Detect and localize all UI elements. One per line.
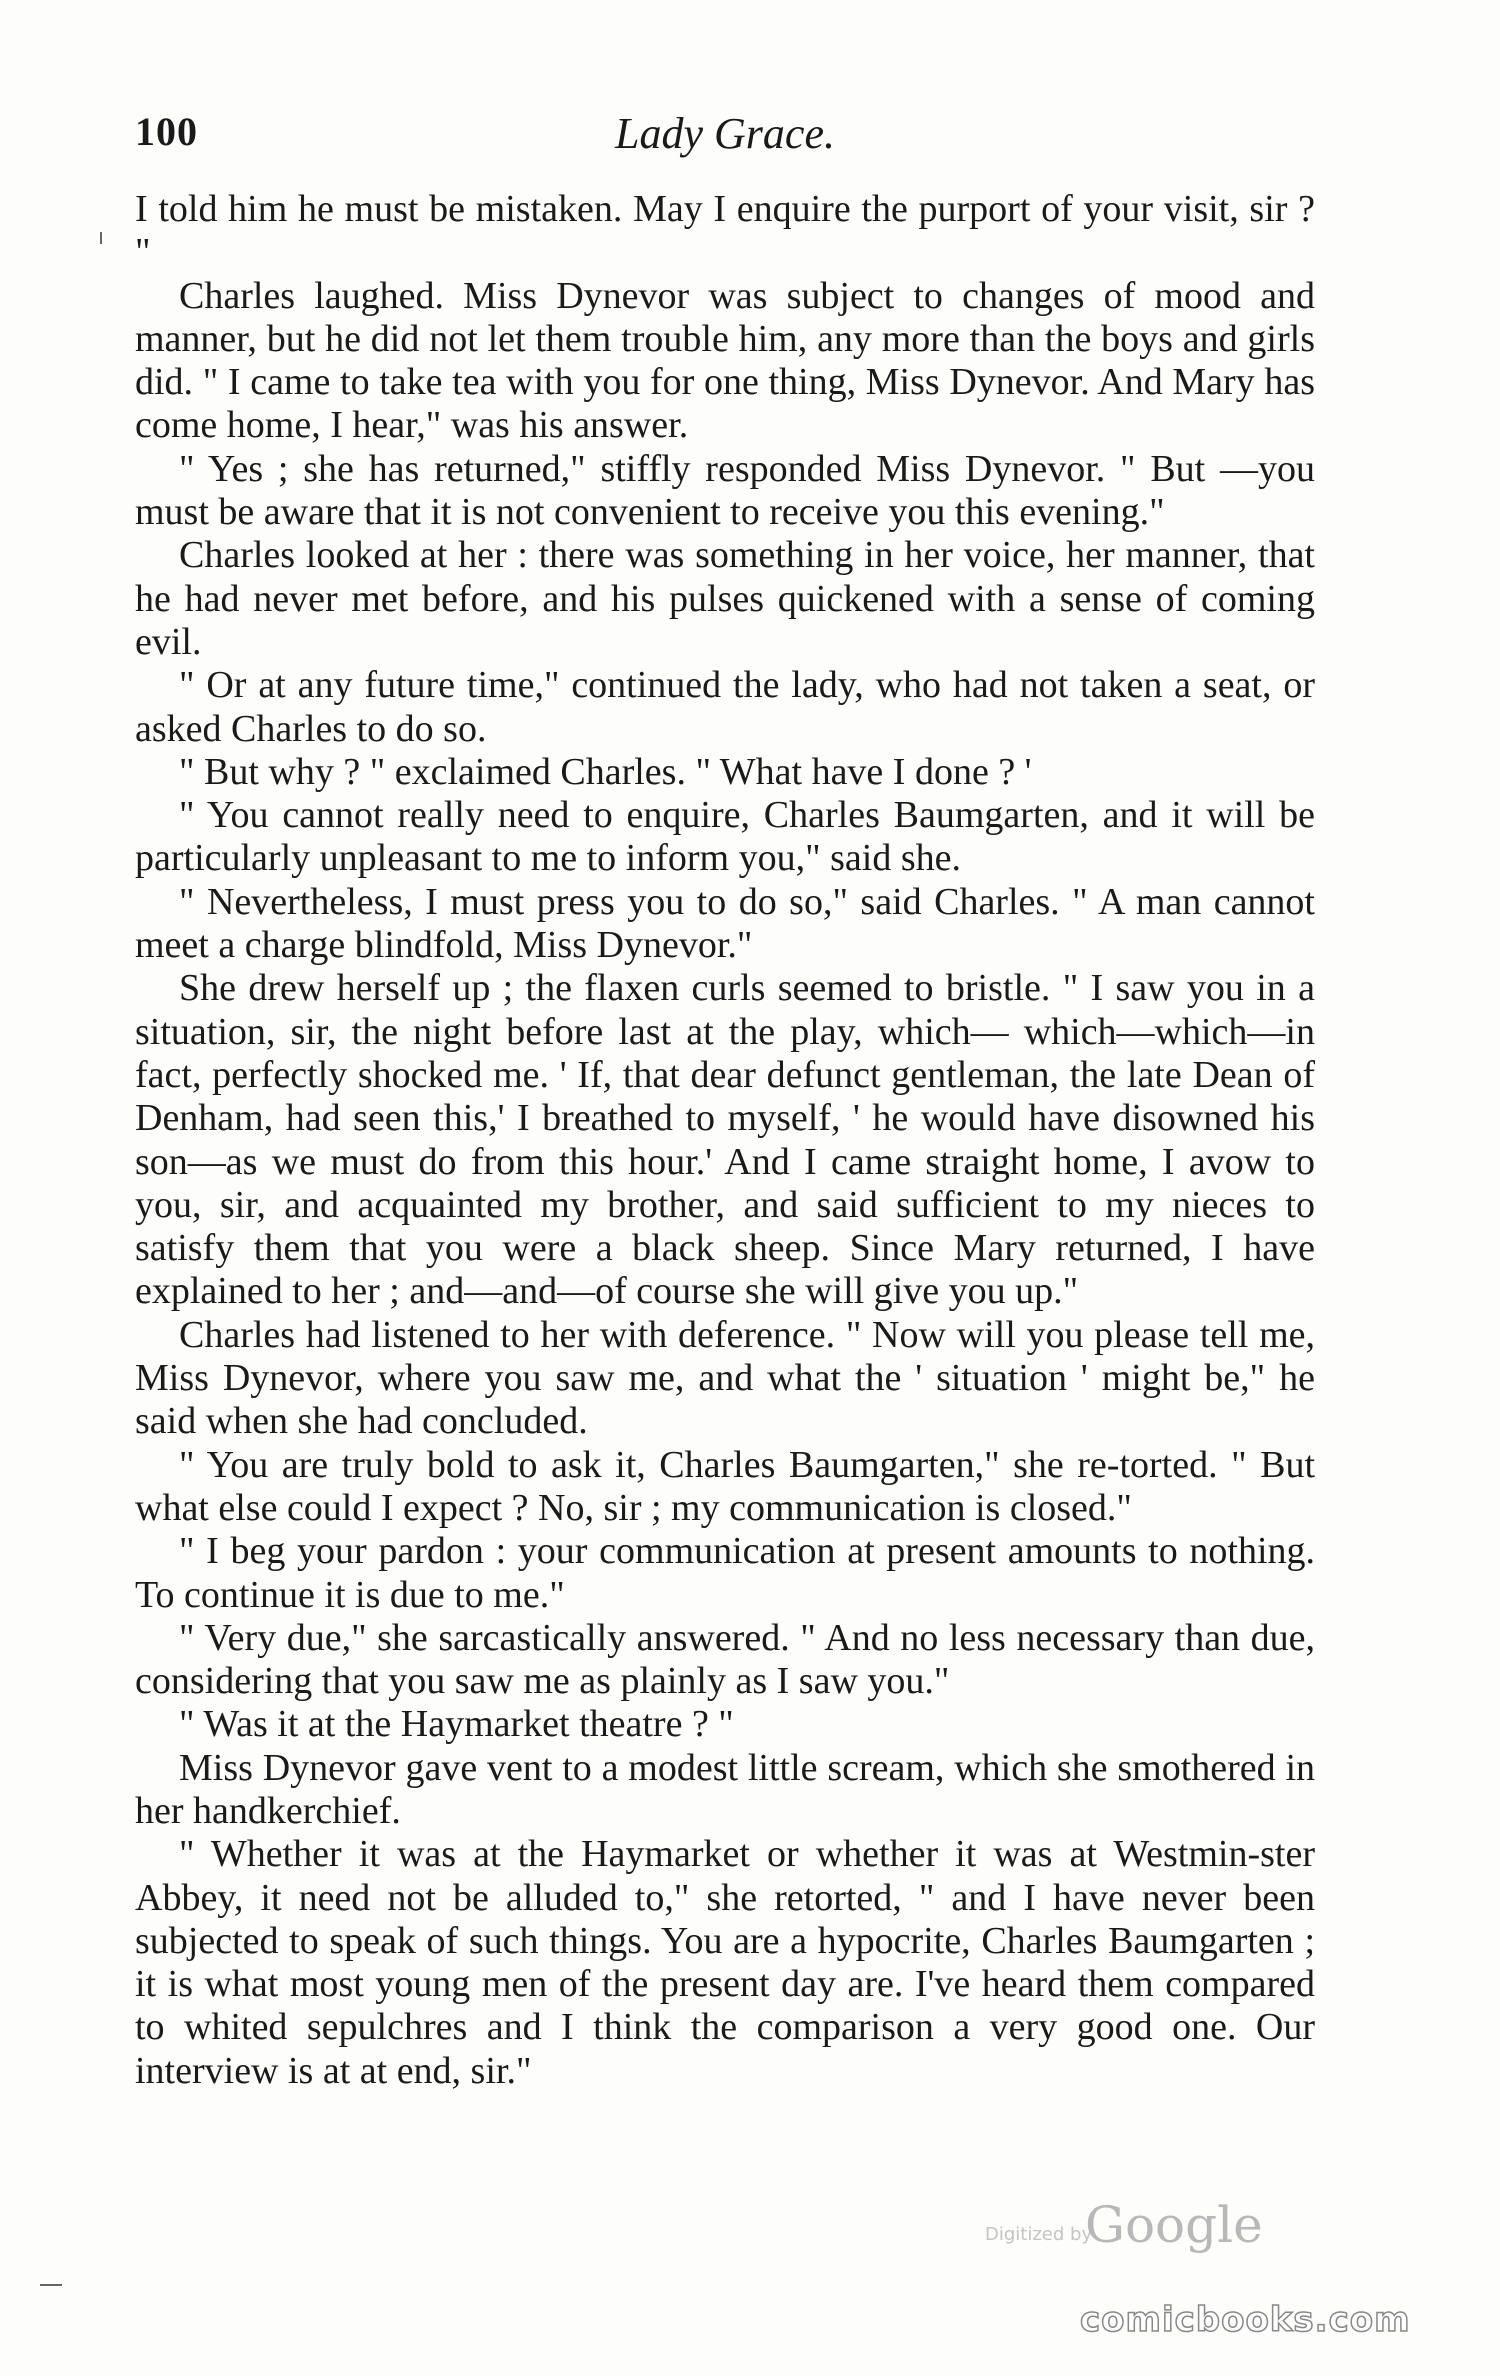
paragraph: Charles laughed. Miss Dynevor was subject to changes of mood and manner, but he did not let them trouble him, any more than the boys and girls did. " I came to take tea with you for one thing, Miss Dynevor. And Mary has come home, I hear," was his answer. bbox=[135, 274, 1315, 447]
paragraph: Miss Dynevor gave vent to a modest little scream, which she smothered in her handkerchief. bbox=[135, 1746, 1315, 1832]
paragraph: " You are truly bold to ask it, Charles Baumgarten," she re-torted. " But what else could I expect ? No, sir ; my communication is closed." bbox=[135, 1443, 1315, 1529]
paragraph: " You cannot really need to enquire, Charles Baumgarten, and it will be particularly unpleasant to me to inform you," said she. bbox=[135, 794, 1315, 880]
paragraph: " But why ? " exclaimed Charles. " What have I done ? ' bbox=[179, 750, 1032, 793]
paragraph: " Very due," she sarcastically answered. " And no less necessary than due, considering that you saw me as plainly as I saw you." bbox=[135, 1616, 1315, 1703]
running-title: Lady Grace. bbox=[615, 109, 835, 158]
paragraph: " Was it at the Haymarket theatre ? " bbox=[179, 1703, 734, 1746]
paragraph: " Whether it was at the Haymarket or whether it was at Westmin-ster Abbey, it need not be alluded to," she retorted, " and I have never been subjected to speak of such things. You are a hypocrite, Charles Baumgarten ; it is what most young men of the present day are. I've heard them compared to whited sepulchres and I think the comparison a very good one. Our interview is at at end, sir." bbox=[135, 1833, 1315, 2092]
page-number: 100 bbox=[135, 109, 198, 154]
paragraph: " Yes ; she has returned," stiffly responded Miss Dynevor. " But —you must be aware that it is not convenient to receive you this evening." bbox=[135, 447, 1315, 534]
paragraph: " Or at any future time," continued the lady, who had not taken a seat, or asked Charles to do so. bbox=[135, 664, 1315, 750]
google-logo: Google bbox=[1085, 2196, 1263, 2254]
paragraph: She drew herself up ; the flaxen curls seemed to bristle. " I saw you in a situation, sir, the night before last at the play, which— which—which—in fact, perfectly shocked me. ' If, that dear defunct gentleman, the late Dean of Denham, had seen this,' I breathed to myself, ' he would have disowned his son—as we must do from this hour.' And I came straight home, I avow to you, sir, and acquainted my brother, and said sufficient to my nieces to satisfy them that you were a black sheep. Since Mary returned, I have explained to her ; and—and—of course she will give you up." bbox=[135, 967, 1315, 1313]
running-head bbox=[135, 108, 1315, 168]
google-digitized-watermark bbox=[985, 2198, 1305, 2258]
paragraph: Charles looked at her : there was something in her voice, her manner, that he had never met before, and his pulses quickened with a sense of coming evil. bbox=[135, 534, 1315, 663]
body-text bbox=[135, 188, 1315, 2093]
paragraph: Charles had listened to her with deference. " Now will you please tell me, Miss Dynevor, where you saw me, and what the ' situation ' might be," he said when she had concluded. bbox=[135, 1313, 1315, 1443]
digitized-by-text: Digitized by bbox=[985, 2224, 1093, 2245]
paragraph: " I beg your pardon : your communication at present amounts to nothing. To continue it is due to me." bbox=[135, 1530, 1315, 1616]
paragraph: I told him he must be mistaken. May I enquire the purport of your visit, sir ? " bbox=[135, 188, 1315, 274]
margin-mark bbox=[40, 2284, 62, 2286]
paragraph: " Nevertheless, I must press you to do so," said Charles. " A man cannot meet a charge blindfold, Miss Dynevor." bbox=[135, 880, 1315, 967]
site-watermark: comicbooks.com bbox=[1080, 2300, 1411, 2340]
margin-mark bbox=[100, 232, 102, 244]
